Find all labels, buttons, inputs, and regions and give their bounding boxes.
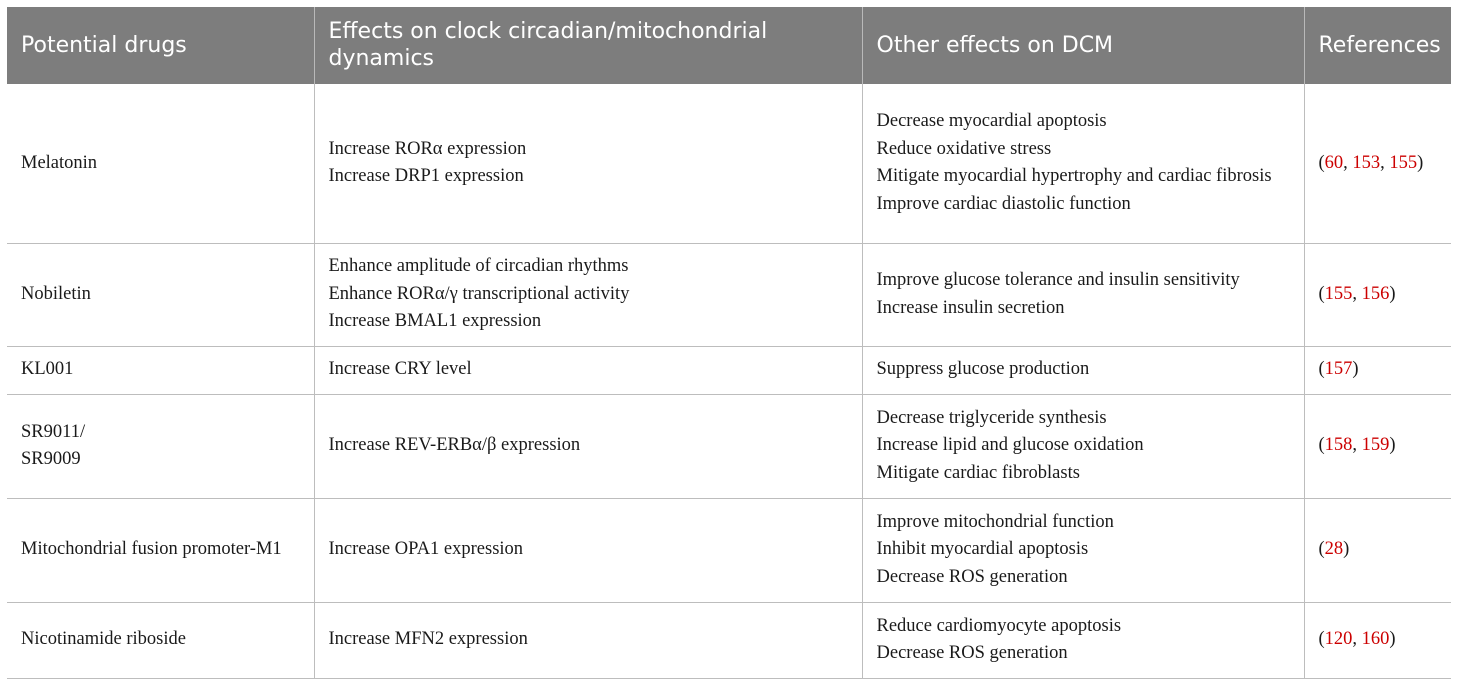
drug-cell: Mitochondrial fusion promoter-M1	[7, 498, 314, 602]
other-line: Inhibit myocardial apoptosis	[876, 539, 1089, 560]
other-line: Mitigate myocardial hypertrophy and cardiac fibrosis	[876, 166, 1272, 187]
other-line: Increase lipid and glucose oxidation	[876, 435, 1144, 456]
header-potential-drugs: Potential drugs	[7, 7, 314, 84]
effect-line: Increase OPA1 expression	[328, 539, 524, 560]
table-row	[7, 394, 1451, 498]
other-line: Improve glucose tolerance and insulin sensitivity	[876, 270, 1240, 290]
effects-cell	[314, 243, 862, 346]
effect-line: Enhance RORα/γ transcriptional activity	[328, 283, 630, 304]
other-line: Decrease myocardial apoptosis	[876, 111, 1107, 132]
references-cell: (120, 160)	[1304, 602, 1451, 678]
other-line: Reduce oxidative stress	[876, 138, 1052, 159]
other-effects-cell	[862, 394, 1304, 498]
drug-cell: SR9011/ SR9009	[7, 394, 314, 498]
table-row	[7, 602, 1451, 678]
effect-line: Increase BMAL1 expression	[328, 311, 542, 332]
table-row	[7, 243, 1451, 346]
other-line: Mitigate cardiac fibroblasts	[876, 462, 1080, 483]
effects-cell	[314, 84, 862, 243]
header-row	[7, 7, 1451, 84]
reference-link[interactable]: 159	[1361, 435, 1390, 456]
other-line: Improve mitochondrial function	[876, 511, 1114, 532]
effect-line: Increase REV-ERBα/β expression	[328, 435, 581, 456]
drug-cell: Nicotinamide riboside	[7, 602, 314, 678]
references-cell: (28)	[1304, 498, 1451, 602]
table-container	[7, 7, 1451, 679]
other-line: Improve cardiac diastolic function	[876, 193, 1131, 214]
table-row	[7, 84, 1451, 243]
other-line: Suppress glucose production	[876, 359, 1090, 380]
other-effects-cell	[862, 602, 1304, 678]
other-line: Increase insulin secretion	[876, 297, 1065, 318]
reference-link[interactable]: 28	[1324, 539, 1344, 560]
drugs-table	[7, 7, 1451, 679]
effect-line: Increase CRY level	[328, 359, 472, 380]
drug-cell: Nobiletin	[7, 243, 314, 346]
effects-cell	[314, 498, 862, 602]
reference-link[interactable]: 60	[1324, 152, 1344, 173]
reference-link[interactable]: 155	[1389, 152, 1418, 173]
header-references: References	[1304, 7, 1451, 84]
references-cell: (158, 159)	[1304, 394, 1451, 498]
other-line: Decrease ROS generation	[876, 643, 1068, 663]
reference-link[interactable]: 160	[1361, 629, 1390, 650]
header-effects-clock: Effects on clock circadian/mitochondrial dynamics	[314, 7, 862, 84]
other-line: Decrease triglyceride synthesis	[876, 407, 1107, 428]
effect-line: Increase MFN2 expression	[328, 629, 528, 650]
other-effects-cell	[862, 498, 1304, 602]
reference-link[interactable]: 120	[1324, 629, 1353, 650]
table-row	[7, 346, 1451, 394]
other-effects-cell	[862, 243, 1304, 346]
reference-link[interactable]: 153	[1352, 152, 1381, 173]
references-cell: (155, 156)	[1304, 243, 1451, 346]
reference-link[interactable]: 155	[1324, 283, 1353, 304]
other-effects-cell	[862, 84, 1304, 243]
drug-cell: KL001	[7, 346, 314, 394]
reference-link[interactable]: 157	[1324, 359, 1353, 380]
effects-cell	[314, 602, 862, 678]
header-other-effects: Other effects on DCM	[862, 7, 1304, 84]
effect-line: Enhance amplitude of circadian rhythms	[328, 256, 629, 277]
references-cell: (60, 153, 155)	[1304, 84, 1451, 243]
effects-cell	[314, 346, 862, 394]
effect-line: Increase RORα expression	[328, 138, 527, 159]
other-effects-cell	[862, 346, 1304, 394]
other-line: Reduce cardiomyocyte apoptosis	[876, 615, 1122, 636]
reference-link[interactable]: 156	[1361, 283, 1390, 304]
drug-cell: Melatonin	[7, 84, 314, 243]
table-header	[7, 7, 1451, 84]
table-row	[7, 498, 1451, 602]
effects-cell	[314, 394, 862, 498]
other-line: Decrease ROS generation	[876, 566, 1068, 587]
effect-line: Increase DRP1 expression	[328, 166, 524, 187]
reference-link[interactable]: 158	[1324, 435, 1353, 456]
references-cell: (157)	[1304, 346, 1451, 394]
